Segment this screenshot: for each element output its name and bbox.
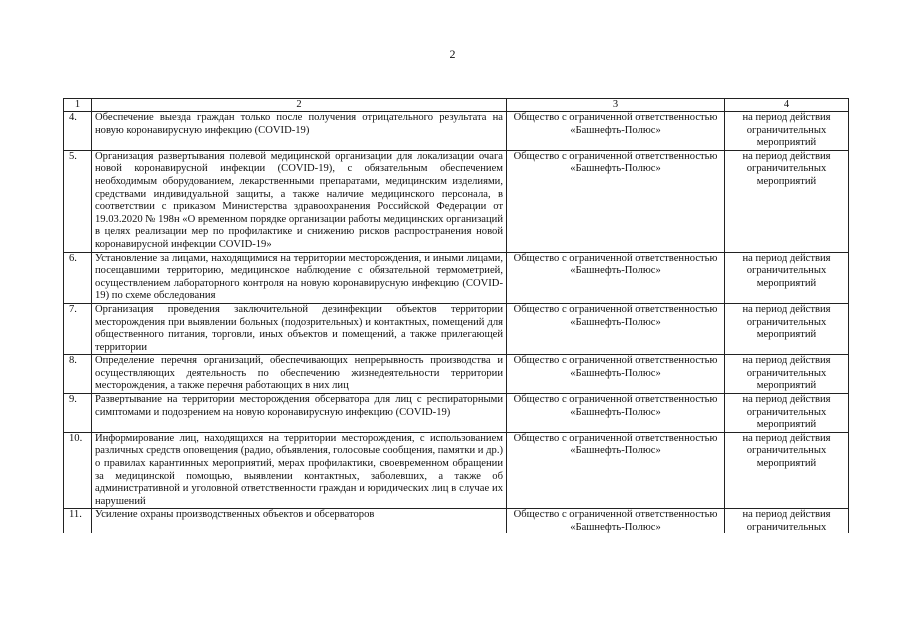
row-responsible: Общество с ограниченной ответственностью «Башнефть-Полюс» — [507, 355, 725, 394]
table-row — [64, 394, 849, 433]
row-responsible: Общество с ограниченной ответственностью «Башнефть-Полюс» — [507, 432, 725, 509]
header-col-1: 1 — [64, 99, 92, 112]
table-row — [64, 150, 849, 252]
row-period-text: на период действия ограничительных — [742, 509, 831, 533]
row-description: Информирование лиц, находящихся на территории месторождения, с использованием различных средств оповещения (радио, объявления, голосовые сообщения, памятки и др.) о правилах карантинных мероприятий, мерах профилактики, своевременном обращении за медицинской помощью, выявлении контактных, заболевших, а также об административной и уголовной ответственности граждан и юридических лиц в случае их нарушений — [92, 432, 507, 509]
row-number: 5. — [64, 150, 92, 252]
row-responsible: Общество с ограниченной ответственностью «Башнефть-Полюс» — [507, 394, 725, 433]
row-number: 8. — [64, 355, 92, 394]
row-period: на период действия ограничительных мероприятий — [725, 150, 849, 252]
header-col-2: 2 — [92, 99, 507, 112]
table-row — [64, 509, 849, 534]
row-period: на период действия ограничительных мероприятий — [725, 432, 849, 509]
row-description: Установление за лицами, находящимися на территории месторождения, и иными лицами, посещавшими территорию, медицинское наблюдение с обязательной термометрией, осуществлением лабораторного контроля на новую коронавирусную инфекцию (COVID-19) по схеме обследования — [92, 252, 507, 303]
row-responsible: Общество с ограниченной ответственностью «Башнефть-Полюс» — [507, 150, 725, 252]
row-responsible: Общество с ограниченной ответственностью «Башнефть-Полюс» — [507, 303, 725, 354]
row-period: на период действия ограничительных мероприятий — [725, 112, 849, 151]
measures-table — [63, 98, 849, 533]
row-description-text: Усиление охраны производственных объектов и обсерваторов — [95, 509, 375, 521]
row-number: 10. — [64, 432, 92, 509]
row-period — [725, 509, 849, 534]
header-col-3: 3 — [507, 99, 725, 112]
row-period: на период действия ограничительных мероприятий — [725, 252, 849, 303]
row-description: Обеспечение выезда граждан только после получения отрицательного результата на новую коронавирусную инфекцию (COVID-19) — [92, 112, 507, 151]
row-number: 6. — [64, 252, 92, 303]
row-description — [92, 509, 507, 534]
row-responsible: Общество с ограниченной ответственностью «Башнефть-Полюс» — [507, 252, 725, 303]
row-period: на период действия ограничительных мероприятий — [725, 303, 849, 354]
row-number: 9. — [64, 394, 92, 433]
table-row — [64, 432, 849, 509]
row-period: на период действия ограничительных мероприятий — [725, 394, 849, 433]
row-description: Организация проведения заключительной дезинфекции объектов территории месторождения при выявлении больных (подозрительных) и контактных, помещений для общественного питания, торговли, иных объектов и помещений, а также прилегающей территории — [92, 303, 507, 354]
table-header — [64, 99, 849, 112]
table-row — [64, 112, 849, 151]
row-number: 7. — [64, 303, 92, 354]
row-responsible — [507, 509, 725, 534]
table-row — [64, 303, 849, 354]
row-responsible: Общество с ограниченной ответственностью «Башнефть-Полюс» — [507, 112, 725, 151]
page-number: 2 — [449, 47, 456, 61]
row-description: Организация развертывания полевой медицинской организации для локализации очага новой коронавирусной инфекции (COVID-19), с обязательным обеспечением необходимым оборудованием, лекарственными препаратами, медицинским изделиями, средствами индивидуальной защиты, а также наличие медицинского персонала, в соответствии с приказом Министерства здравоохранения Российской Федерации от 19.03.2020 № 198н «О временном порядке организации работы медицинских организаций в целях реализации мер по профилактике и снижению рисков распространения новой коронавирусной инфекции COVID-19» — [92, 150, 507, 252]
header-row — [64, 99, 849, 112]
row-description: Развертывание на территории месторождения обсерватора для лиц с респираторными симптомами и подозрением на новую коронавирусную инфекцию (COVID-19) — [92, 394, 507, 433]
row-description: Определение перечня организаций, обеспечивающих непрерывность производства и осуществляющих деятельность по обеспечению жизнедеятельности территории месторождения, а также перечня работающих в них лиц — [92, 355, 507, 394]
header-col-4: 4 — [725, 99, 849, 112]
row-responsible-text: Общество с ограниченной ответственностью «Башнефть-Полюс» — [513, 509, 718, 533]
row-number — [64, 509, 92, 534]
row-period: на период действия ограничительных мероприятий — [725, 355, 849, 394]
row-number: 4. — [64, 112, 92, 151]
row-number-text: 11. — [69, 509, 82, 521]
table-row — [64, 355, 849, 394]
table-row — [64, 252, 849, 303]
table-body — [64, 112, 849, 534]
